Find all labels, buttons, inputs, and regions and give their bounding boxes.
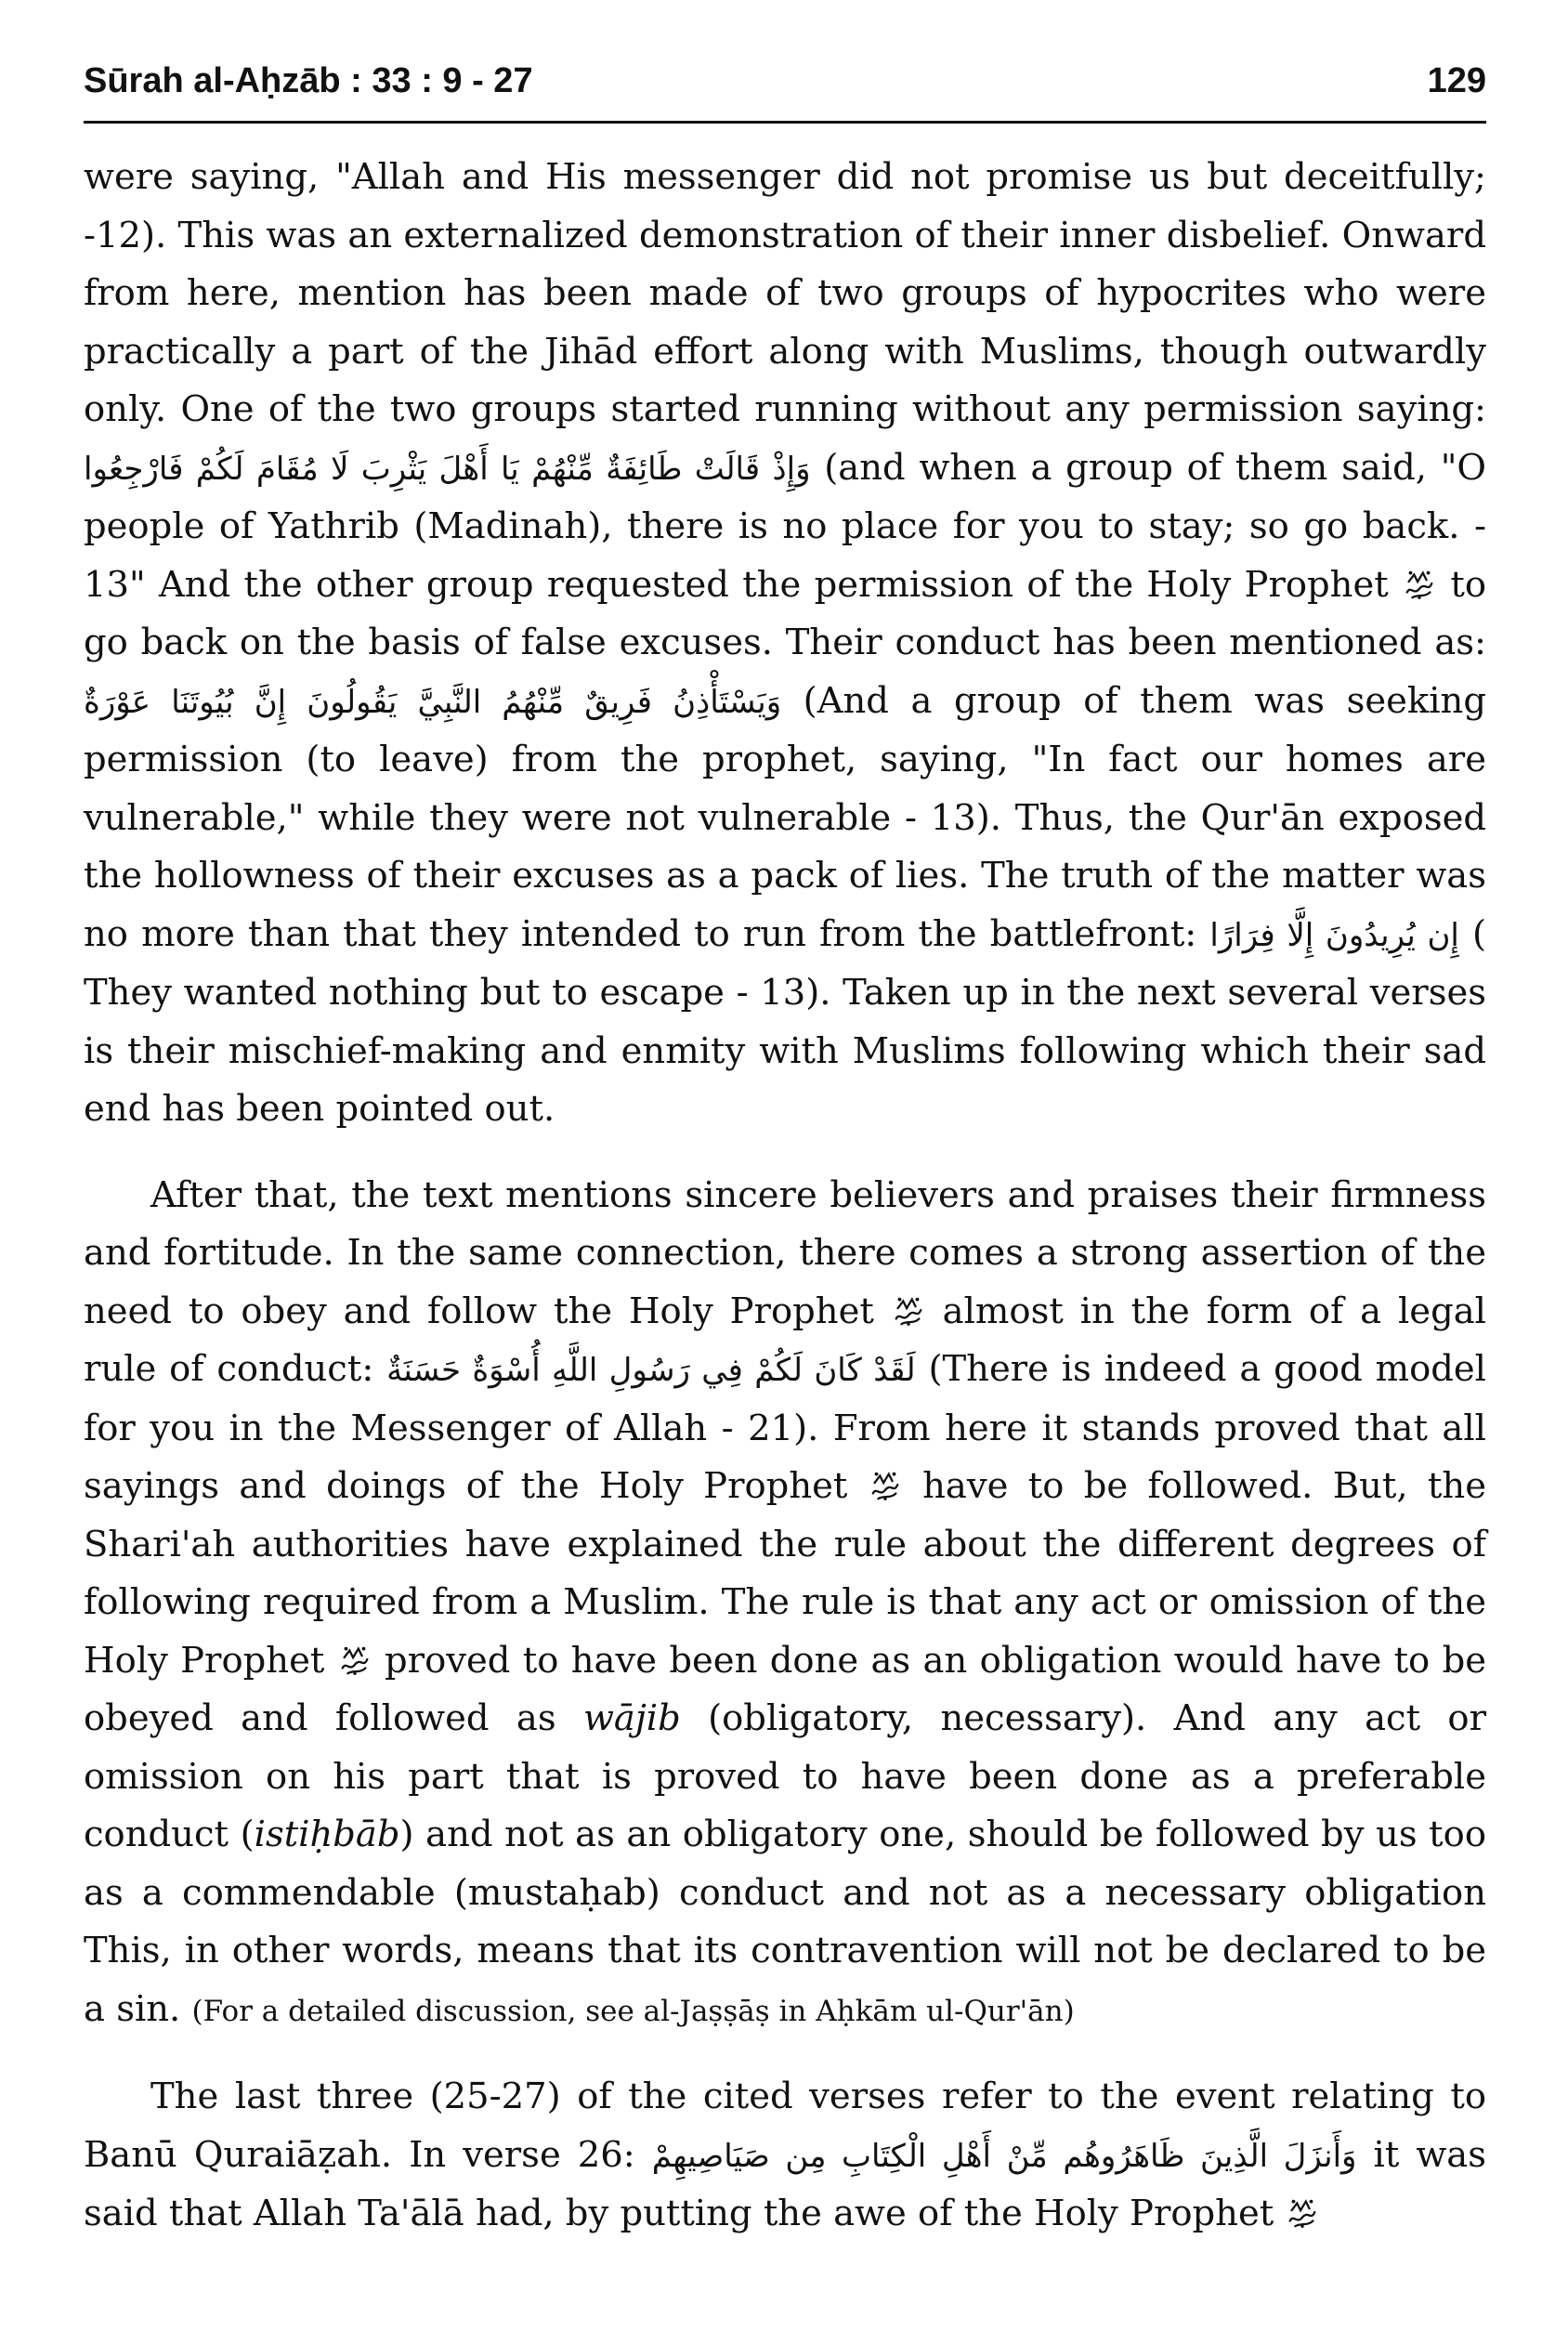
salawat-calligraphy-icon bbox=[891, 1291, 926, 1329]
text-run: it was said that Allah Ta'ālā had, by putting the awe of the Holy Prophet bbox=[84, 2133, 1487, 2234]
text-run: After that, the text mentions sincere believers and praises their firmness and fortitude. In the same connection, there comes a strong assertion of the need to obey and follow the Holy Prophet bbox=[84, 1173, 1486, 1332]
text-run: (There is indeed a good model for you in the Messenger of Allah - 21). From here it stands proved that all sayings and doings of the Holy Prophet bbox=[84, 1348, 1486, 1507]
text-run: (and when a group of them said, "O people of Yathrib (Madinah), there is no place for you to stay; so go back. - 13" And the other group requested the permission of the Holy Prophet bbox=[84, 446, 1486, 606]
text-run: proved to have been done as an obligation would have to be obeyed and followed as bbox=[84, 1639, 1486, 1739]
arabic-verse: لَقَدْ كَانَ لَكُمْ فِي رَسُولِ اللَّهِ أُسْوَةٌ حَسَنَةٌ bbox=[386, 1352, 916, 1389]
arabic-verse: وَأَنزَلَ الَّذِينَ ظَاهَرُوهُم مِّنْ أَهْلِ الْكِتَابِ مِن صَيَاصِيهِمْ bbox=[651, 2137, 1357, 2175]
text-run: (And a group of them was seeking permission (to leave) from the prophet, saying, "In fact our homes are vulnerable," while they were not vulnerable - 13). Thus, the Qur'ān exposed the hollowness of their excuses as a pack of lies. The truth of the matter was no more than that they intended to run from the battlefront: bbox=[84, 679, 1486, 955]
header-divider bbox=[84, 121, 1486, 124]
page-number: 129 bbox=[1427, 61, 1486, 100]
header-title: Sūrah al-Aḥzāb : 33 : 9 - 27 bbox=[84, 61, 533, 100]
italic-term: wājib bbox=[582, 1697, 681, 1739]
text-run: ) and not as an obligatory one, should be followed by us too as a commendable (mustaḥab) conduct and not as a necessary obligation This, in other words, means that its contravention will not be declared to be a sin. bbox=[84, 1814, 1486, 2030]
text-run: almost in the form of a legal rule of conduct: bbox=[84, 1290, 1486, 1390]
text-run: ( They wanted nothing but to escape - 13). Taken up in the next several verses is their mischief-making and enmity with Muslims following which their sad end has been pointed out. bbox=[84, 912, 1487, 1130]
arabic-verse: وَإِذْ قَالَتْ طَائِفَةٌ مِّنْهُمْ يَا أَهْلَ يَثْرِبَ لَا مُقَامَ لَكُمْ فَارْجِعُوا bbox=[84, 450, 811, 488]
text-run: were saying, "Allah and His messenger did not promise us but deceitfully; -12). This was an externalized demonstration of their inner disbelief. Onward from here, mention has been made of two groups of hypocrites who were practically a part of the Jihād effort along with Muslims, though outwardly only. One of the two groups started running without any permission saying: bbox=[84, 156, 1486, 430]
salawat-calligraphy-icon bbox=[1402, 565, 1437, 602]
text-run: to go back on the basis of false excuses. Their conduct has been mentioned as: bbox=[84, 563, 1487, 663]
arabic-verse: وَيَسْتَأْذِنُ فَرِيقٌ مِّنْهُمُ النَّبِيَّ يَقُولُونَ إِنَّ بُيُوتَنَا عَوْرَةٌ bbox=[84, 683, 782, 721]
arabic-verse: إِن يُرِيدُونَ إِلَّا فِرَارًا bbox=[1209, 916, 1459, 954]
paragraph-2 bbox=[84, 1167, 1486, 2041]
reference-note: (For a detailed discussion, see al-Jaṣṣāṣ in Aḥkām ul-Qur'ān) bbox=[191, 1994, 1075, 2028]
paragraph-3 bbox=[84, 2068, 1486, 2244]
salawat-calligraphy-icon bbox=[1285, 2193, 1320, 2231]
running-header bbox=[84, 58, 1486, 113]
italic-term: istiḥbāb bbox=[254, 1814, 400, 1855]
text-run: (obligatory, necessary). And any act or omission on his part that is proved to have been done as a preferable conduct ( bbox=[84, 1697, 1486, 1855]
salawat-calligraphy-icon bbox=[868, 1466, 903, 1503]
text-run: have to be followed. But, the Shari'ah authorities have explained the rule about the different degrees of following required from a Muslim. The rule is that any act or omission of the Holy Prophet bbox=[84, 1465, 1486, 1682]
page-body bbox=[84, 149, 1486, 2244]
paragraph-1 bbox=[84, 149, 1486, 1139]
salawat-calligraphy-icon bbox=[337, 1641, 372, 1678]
text-run: The last three (25-27) of the cited verses refer to the event relating to Banū Quraiāẓah. In verse 26: bbox=[84, 2076, 1486, 2176]
